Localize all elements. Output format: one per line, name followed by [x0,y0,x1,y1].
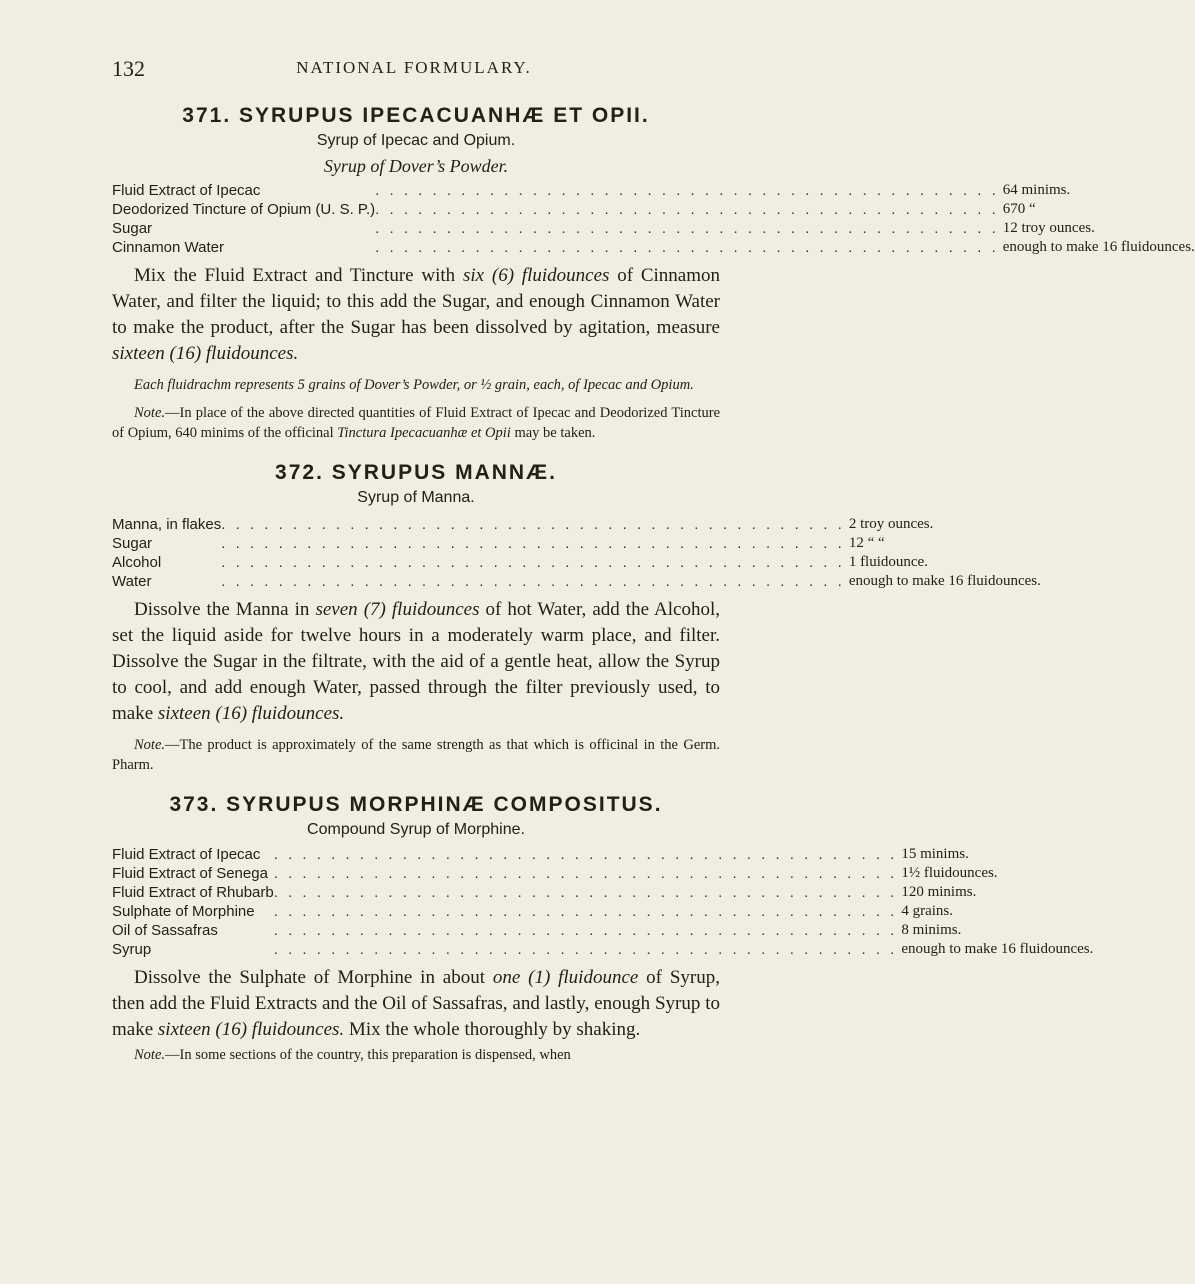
ingredient-qty: enough to make 16 fluidounces. [848,573,1041,589]
ingredient-qty: 2 troy ounces. [848,516,934,532]
ingredient-qty: 1½ fluidounces. [901,865,998,881]
ingredient-qty: enough to make 16 fluidounces. [901,941,1094,957]
leader-dots: . . . . . . . . . . . . . . . . . . . . . . . . . . . . . . . . . . . . . . . . . . . . [273,846,898,863]
ingredient-qty: 15 minims. [901,846,969,862]
ingredient-row [112,219,1195,238]
directions-paragraph: Mix the Fluid Extract and Tincture with six (6) fluidounces of Cinnamon Water, and filter the liquid; to this add the Sugar, and enough Cinnamon Water to make the product, after the Sugar has been dissolved by agitation, measure sixteen (16) fluidounces. [112,265,720,364]
directions-paragraph: Dissolve the Sulphate of Morphine in about one (1) fluidounce of Syrup, then add the Fluid Extracts and the Oil of Sassafras, and lastly, enough Syrup to make sixteen (16) fluidounces. Mix the whole thoroughly by shaking. [112,967,720,1040]
section-heading: 371. SYRUPUS IPECACUANHÆ ET OPII. [182,104,650,127]
note-paragraph: Note.—In some sections of the country, this preparation is dispensed, when [134,1047,571,1063]
leader-dots: . . . . . . . . . . . . . . . . . . . . . . . . . . . . . . . . . . . . . . . . . . . . [221,535,845,552]
ingredient-name: Cinnamon Water [112,239,224,256]
directions-paragraph: Dissolve the Manna in seven (7) fluidounces of hot Water, add the Alcohol, set the liquid aside for twelve hours in a moderately warm place, and filter. Dissolve the Sugar in the filtrate, with the aid of a gentle heat, allow the Syrup to cool, and add enough Water, passed through the filter previously used, to make sixteen (16) fluidounces. [112,599,720,724]
ingredient-qty: 670 “ [1002,201,1036,217]
ingredient-name: Manna, in flakes [112,516,222,533]
section-heading: 373. SYRUPUS MORPHINÆ COMPOSITUS. [169,793,663,816]
ingredient-row [112,902,1093,921]
section-subtitle: Compound Syrup of Morphine. [307,821,525,838]
ingredient-row [112,845,1093,864]
ingredient-row [112,200,1195,219]
ingredient-row [112,921,1093,940]
section-heading: 372. SYRUPUS MANNÆ. [275,461,557,484]
leader-dots: . . . . . . . . . . . . . . . . . . . . . . . . . . . . . . . . . . . . . . . . . . . . [375,201,999,218]
ingredient-qty: 120 minims. [901,884,977,900]
leader-dots: . . . . . . . . . . . . . . . . . . . . . . . . . . . . . . . . . . . . . . . . . . . . [273,941,898,958]
ingredient-name: Syrup [112,941,152,958]
ingredient-table [112,515,1041,591]
ingredient-name: Sugar [112,220,153,237]
page-number: 132 [112,56,145,81]
ingredient-qty: 4 grains. [901,903,953,919]
section-subtitle: Syrup of Ipecac and Opium. [316,132,516,149]
note-paragraph: Note.—The product is approximately of the same strength as that which is officinal in the Germ. Pharm. [112,737,720,773]
ingredient-qty: 1 fluidounce. [848,554,928,570]
ingredient-name: Alcohol [112,554,162,571]
ingredient-qty: 64 minims. [1002,182,1071,198]
ingredient-qty: 12 troy ounces. [1002,220,1095,236]
section-alt-name: Syrup of Dover’s Powder. [323,156,509,176]
leader-dots: . . . . . . . . . . . . . . . . . . . . . . . . . . . . . . . . . . . . . . . . . . . . [375,239,999,256]
ingredient-name: Oil of Sassafras [112,922,218,939]
ingredient-name: Fluid Extract of Ipecac [112,182,261,199]
running-header [112,56,716,86]
ingredient-row [112,181,1195,200]
ingredient-row [112,864,1093,883]
leader-dots: . . . . . . . . . . . . . . . . . . . . . . . . . . . . . . . . . . . . . . . . . . . . [375,182,999,199]
ingredient-row [112,534,1041,553]
leader-dots: . . . . . . . . . . . . . . . . . . . . . . . . . . . . . . . . . . . . . . . . . . . . [221,516,845,533]
page-content [112,104,1195,1065]
section-371 [112,104,1195,443]
leader-dots: . . . . . . . . . . . . . . . . . . . . . . . . . . . . . . . . . . . . . . . . . . . . [221,573,845,590]
leader-dots: . . . . . . . . . . . . . . . . . . . . . . . . . . . . . . . . . . . . . . . . . . . . [273,884,898,901]
ingredient-name: Fluid Extract of Ipecac [112,846,261,863]
leader-dots: . . . . . . . . . . . . . . . . . . . . . . . . . . . . . . . . . . . . . . . . . . . . [273,865,898,882]
ingredient-row [112,572,1041,591]
section-373 [112,793,1094,1065]
ingredient-qty: 8 minims. [901,922,962,938]
ingredient-table [112,181,1195,257]
italic-note: Each fluidrachm represents 5 grains of Dover’s Powder, or ½ grain, each, of Ipecac and Opium. [134,377,694,393]
leader-dots: . . . . . . . . . . . . . . . . . . . . . . . . . . . . . . . . . . . . . . . . . . . . [273,903,898,920]
ingredient-row [112,553,1041,572]
ingredient-row [112,238,1195,257]
ingredient-qty: 12 “ “ [848,535,885,551]
ingredient-table [112,845,1093,959]
note-paragraph: Note.—In place of the above directed quantities of Fluid Extract of Ipecac and Deodorized Tincture of Opium, 640 minims of the officinal Tinctura Ipecacuanhæ et Opii may be taken. [112,405,720,441]
ingredient-name: Deodorized Tincture of Opium (U. S. P.) [112,201,376,218]
ingredient-row [112,940,1093,959]
leader-dots: . . . . . . . . . . . . . . . . . . . . . . . . . . . . . . . . . . . . . . . . . . . . [375,220,999,237]
section-372 [112,461,1041,775]
ingredient-name: Sulphate of Morphine [112,903,255,920]
ingredient-row [112,883,1093,902]
leader-dots: . . . . . . . . . . . . . . . . . . . . . . . . . . . . . . . . . . . . . . . . . . . . [221,554,845,571]
ingredient-name: Fluid Extract of Rhubarb [112,884,274,901]
running-title: NATIONAL FORMULARY. [296,58,532,77]
ingredient-name: Sugar [112,535,153,552]
ingredient-qty: enough to make 16 fluidounces. [1002,239,1195,255]
section-subtitle: Syrup of Manna. [357,489,475,506]
leader-dots: . . . . . . . . . . . . . . . . . . . . . . . . . . . . . . . . . . . . . . . . . . . . [273,922,898,939]
ingredient-name: Water [112,573,152,590]
ingredient-row [112,515,1041,534]
ingredient-name: Fluid Extract of Senega [112,865,268,882]
